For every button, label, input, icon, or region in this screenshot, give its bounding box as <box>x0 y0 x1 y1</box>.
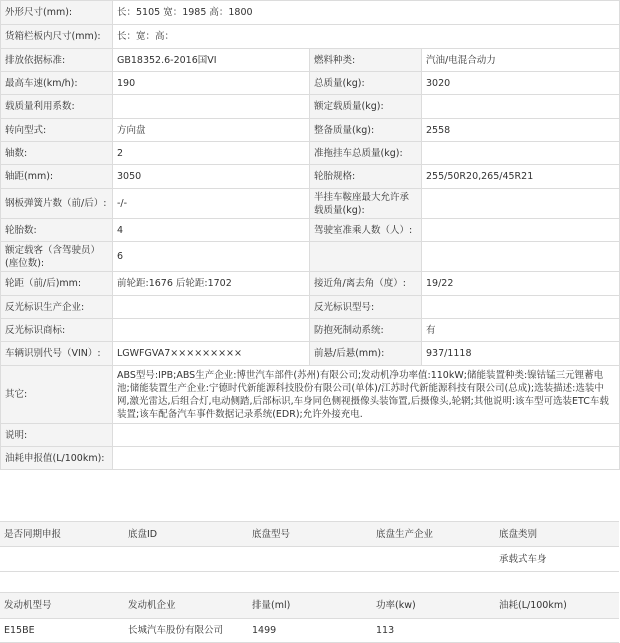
spec-value: 方向盘 <box>113 119 310 142</box>
spec-value: 6 <box>113 242 310 272</box>
engine-row <box>0 619 619 643</box>
engine-cell <box>495 619 619 643</box>
chassis-cell: 承载式车身 <box>495 547 619 572</box>
spec-label: 轮距（前/后)mm: <box>1 272 113 296</box>
spec-value <box>422 242 620 272</box>
spec-label: 排放依据标准: <box>1 49 113 72</box>
chassis-header-cell: 底盘ID <box>124 522 248 547</box>
spec-label: 准拖挂车总质量(kg): <box>310 142 422 165</box>
spec-row <box>1 1 620 25</box>
chassis-cell <box>372 547 495 572</box>
spec-row <box>1 165 620 189</box>
engine-cell: 长城汽车股份有限公司 <box>124 619 248 643</box>
spec-row <box>1 319 620 342</box>
spec-value: LGWFGVA7××××××××× <box>113 342 310 366</box>
spec-label: 轴距(mm): <box>1 165 113 189</box>
spec-label: 轴数: <box>1 142 113 165</box>
spec-row <box>1 447 620 470</box>
chassis-header-cell: 底盘生产企业 <box>372 522 495 547</box>
spec-label <box>310 242 422 272</box>
engine-header-cell: 排量(ml) <box>248 593 372 619</box>
spec-value: 汽油/电混合动力 <box>422 49 620 72</box>
spec-value: 长：宽：高： <box>113 25 620 49</box>
engine-cell: 113 <box>372 619 495 643</box>
engine-header-row <box>0 593 619 619</box>
spec-value <box>422 142 620 165</box>
spec-row <box>1 424 620 447</box>
spec-label: 燃料种类: <box>310 49 422 72</box>
spec-label: 反光标识商标: <box>1 319 113 342</box>
spec-label: 说明: <box>1 424 113 447</box>
spec-label: 驾驶室准乘人数（人）: <box>310 219 422 242</box>
spec-value <box>422 95 620 119</box>
spec-row <box>1 219 620 242</box>
engine-header-cell: 油耗(L/100km) <box>495 593 619 619</box>
spec-value <box>422 189 620 219</box>
engine-table-body <box>0 593 619 643</box>
engine-cell: E15BE <box>0 619 124 643</box>
chassis-header-cell: 底盘型号 <box>248 522 372 547</box>
spec-label: 载质量利用系数: <box>1 95 113 119</box>
spec-value <box>113 424 620 447</box>
spec-row <box>1 72 620 95</box>
spec-value <box>422 219 620 242</box>
spec-value: 3050 <box>113 165 310 189</box>
spec-row <box>1 95 620 119</box>
spec-label: 轮胎规格: <box>310 165 422 189</box>
spec-value <box>113 447 620 470</box>
chassis-cell <box>248 547 372 572</box>
spec-label: 其它: <box>1 366 113 424</box>
chassis-header-cell: 底盘类别 <box>495 522 619 547</box>
spec-value: 4 <box>113 219 310 242</box>
spec-row <box>1 296 620 319</box>
spec-label: 外形尺寸(mm): <box>1 1 113 25</box>
spec-row <box>1 342 620 366</box>
spec-label: 转向型式: <box>1 119 113 142</box>
chassis-cell <box>124 547 248 572</box>
spec-table-body <box>1 1 620 470</box>
engine-cell: 1499 <box>248 619 372 643</box>
spec-label: 车辆识别代号（VIN）: <box>1 342 113 366</box>
spec-row <box>1 25 620 49</box>
spec-value: 2 <box>113 142 310 165</box>
spec-label: 额定载质量(kg): <box>310 95 422 119</box>
spec-value: 937/1118 <box>422 342 620 366</box>
spec-value: ABS型号:IPB;ABS生产企业:博世汽车部件(苏州)有限公司;发动机净功率值:110kW;储能装置种类:镍钴锰三元锂蓄电池;储能装置生产企业:宁德时代新能源科技股份有限公司(单体)/江苏时代新能源科技有限公司(总成);选装描述:选装中网,激光雷达,后组合灯,电动侧踏,后部标识,车身同色侧视摄像头装饰置,后摄像头,轮辋;其他说明:该车型可选装ETC车载装置;该车配备汽车事件数据记录系统(EDR);允许外接充电. <box>113 366 620 424</box>
spec-value: GB18352.6-2016国VI <box>113 49 310 72</box>
spec-value <box>422 296 620 319</box>
spec-label: 前悬/后悬(mm): <box>310 342 422 366</box>
spec-label: 反光标识生产企业: <box>1 296 113 319</box>
spec-value: 190 <box>113 72 310 95</box>
spec-value <box>113 95 310 119</box>
spec-value: 19/22 <box>422 272 620 296</box>
chassis-table <box>0 521 619 572</box>
spec-row <box>1 142 620 165</box>
spec-row <box>1 242 620 272</box>
spec-label: 轮胎数: <box>1 219 113 242</box>
spec-label: 额定载客（含驾驶员）(座位数): <box>1 242 113 272</box>
spec-value: 长：5105 宽：1985 高：1800 <box>113 1 620 25</box>
chassis-cell <box>0 547 124 572</box>
spec-value: -/- <box>113 189 310 219</box>
spec-label: 防抱死制动系统: <box>310 319 422 342</box>
spec-value <box>113 296 310 319</box>
spec-label: 钢板弹簧片数（前/后）: <box>1 189 113 219</box>
spec-label: 反光标识型号: <box>310 296 422 319</box>
spec-label: 油耗申报值(L/100km): <box>1 447 113 470</box>
spec-row <box>1 189 620 219</box>
spec-label: 接近角/离去角（度）: <box>310 272 422 296</box>
spec-label: 整备质量(kg): <box>310 119 422 142</box>
chassis-header-row <box>0 522 619 547</box>
spec-value: 2558 <box>422 119 620 142</box>
chassis-header-cell: 是否同期申报 <box>0 522 124 547</box>
spec-row <box>1 119 620 142</box>
engine-header-cell: 发动机型号 <box>0 593 124 619</box>
spec-label: 最高车速(km/h): <box>1 72 113 95</box>
chassis-row <box>0 547 619 572</box>
engine-header-cell: 功率(kw) <box>372 593 495 619</box>
spec-value: 前轮距:1676 后轮距:1702 <box>113 272 310 296</box>
spec-row <box>1 49 620 72</box>
spec-value: 有 <box>422 319 620 342</box>
spec-label: 总质量(kg): <box>310 72 422 95</box>
spec-value: 3020 <box>422 72 620 95</box>
spec-label: 货箱栏板内尺寸(mm): <box>1 25 113 49</box>
engine-header-cell: 发动机企业 <box>124 593 248 619</box>
chassis-table-body <box>0 522 619 572</box>
spec-row <box>1 366 620 424</box>
spec-label: 半挂车鞍座最大允许承载质量(kg): <box>310 189 422 219</box>
spec-value <box>113 319 310 342</box>
spec-value: 255/50R20,265/45R21 <box>422 165 620 189</box>
spec-row <box>1 272 620 296</box>
engine-table <box>0 592 619 643</box>
